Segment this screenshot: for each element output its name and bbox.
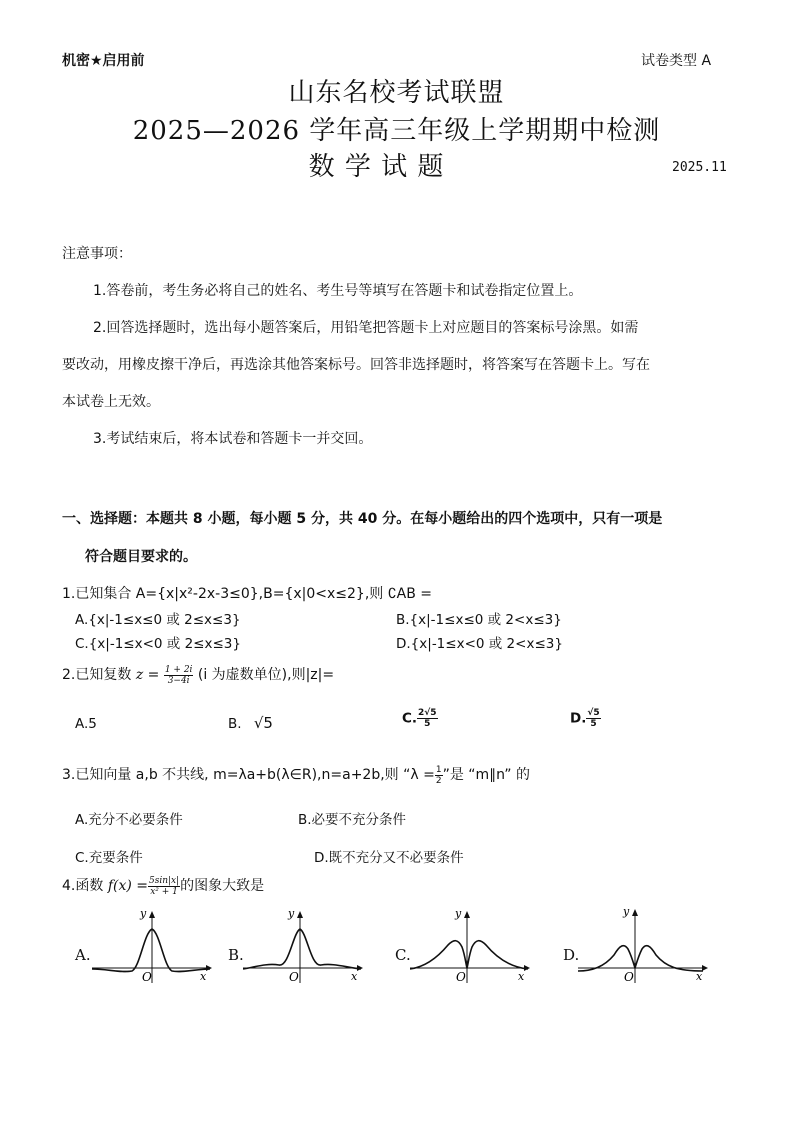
q2-stem-prefix: 2.已知复数 xyxy=(62,667,132,683)
q3-frac-den: 2 xyxy=(435,775,442,786)
q4-fx: f(x) = xyxy=(107,878,148,894)
q4-graph-c-y-label: y xyxy=(455,907,462,920)
q4-graph-c xyxy=(410,905,530,985)
q2-option-d-num: √5 xyxy=(587,708,600,718)
q3-option-c: C.充要条件 xyxy=(75,850,143,866)
q4-graph-a xyxy=(92,905,212,985)
q1-option-b: B.{x|-1≤x≤0 或 2<x≤3} xyxy=(396,612,562,628)
paper-type-label: 试卷类型 A xyxy=(641,53,712,69)
q4-graph-d-curve xyxy=(578,946,703,971)
q3-frac-num: 1 xyxy=(435,764,442,775)
q4-graph-b-y-label: y xyxy=(288,907,295,920)
q2-option-c-num: 2√5 xyxy=(418,708,437,718)
confidential-label: 机密★启用前 xyxy=(62,53,145,69)
q4-graph-b-x-label: x xyxy=(351,970,358,983)
q1-option-c: C.{x|-1≤x<0 或 2≤x≤3} xyxy=(75,636,241,652)
q4-graph-a-y-label: y xyxy=(140,907,147,920)
q4-graph-a-y-arrow xyxy=(149,911,155,918)
section-1-heading-cont: 符合题目要求的。 xyxy=(85,549,197,565)
exam-date: 2025.11 xyxy=(672,160,727,175)
q4-graph-b-y-arrow xyxy=(297,911,303,918)
q2-option-c-label: C. xyxy=(402,710,418,727)
q2-option-b-label: B. xyxy=(228,716,242,732)
q2-option-d-den: 5 xyxy=(590,719,597,729)
q4-stem xyxy=(62,875,264,897)
q4-graph-d-y-arrow xyxy=(632,909,638,916)
q3-stem-suffix: ”是 “m∥n” 的 xyxy=(442,767,530,783)
q4-graph-d xyxy=(578,905,708,985)
q4-graph-c-y-arrow xyxy=(464,911,470,918)
q4-graph-d-origin: O xyxy=(624,970,634,984)
q2-fraction xyxy=(164,665,194,686)
q2-frac-num: 1 + 2i xyxy=(164,664,193,675)
q1-option-d: D.{x|-1≤x<0 或 2<x≤3} xyxy=(396,636,563,652)
q4-fraction xyxy=(148,876,180,897)
q4-graph-b-curve xyxy=(243,929,361,969)
q3-option-d: D.既不充分又不必要条件 xyxy=(314,850,464,866)
q2-option-d xyxy=(570,708,601,729)
q2-option-c-den: 5 xyxy=(424,719,431,729)
q2-stem-suffix: (i 为虚数单位),则|z|= xyxy=(197,667,335,683)
q4-graph-d-y-label: y xyxy=(623,905,630,918)
note-item-2-line-3: 本试卷上无效。 xyxy=(62,394,160,410)
note-item-2-line-1: 2.回答选择题时，选出每小题答案后，用铅笔把答题卡上对应题目的答案标号涂黑。如需 xyxy=(93,320,639,336)
q2-option-d-label: D. xyxy=(570,710,587,727)
q4-graph-a-origin: O xyxy=(142,970,152,984)
q4-graph-d-x-label: x xyxy=(696,970,703,983)
q2-option-b-value: √5 xyxy=(253,714,273,732)
q2-option-c-fraction xyxy=(417,708,438,729)
q4-stem-suffix: 的图象大致是 xyxy=(180,878,265,894)
q4-frac-den: x² + 1 xyxy=(150,886,178,897)
q3-fraction xyxy=(435,765,443,786)
q4-graph-a-x-label: x xyxy=(200,970,207,983)
q2-option-d-fraction xyxy=(586,708,600,729)
q4-graph-d-x-arrow xyxy=(702,965,708,971)
q1-stem: 1.已知集合 A={x|x²-2x-3≤0},B={x|0<x≤2},则 ∁AB = xyxy=(62,586,433,602)
q4-graph-c-curve xyxy=(410,941,528,969)
q3-stem xyxy=(62,764,530,786)
note-item-1: 1.答卷前，考生务必将自己的姓名、考生号等填写在答题卡和试卷指定位置上。 xyxy=(93,283,583,299)
q3-option-a: A.充分不必要条件 xyxy=(75,812,183,828)
q3-option-b: B.必要不充分条件 xyxy=(298,812,407,828)
q2-z: z = xyxy=(135,667,160,683)
q2-option-a: A.5 xyxy=(75,716,97,732)
q2-stem xyxy=(62,664,334,686)
q4-graph-d-label: D. xyxy=(563,946,580,964)
note-item-2-line-2: 要改动，用橡皮擦干净后，再选涂其他答案标号。回答非选择题时，将答案写在答题卡上。写在 xyxy=(62,357,650,373)
q3-stem-prefix: 3.已知向量 a,b 不共线, m=λa+b(λ∈R),n=a+2b,则 “λ = xyxy=(62,767,435,783)
q4-graph-c-origin: O xyxy=(456,970,466,984)
section-1-heading: 一、选择题：本题共 8 小题，每小题 5 分，共 40 分。在每小题给出的四个选项中，只有一项是 xyxy=(62,511,663,527)
q2-frac-den: 3−4i xyxy=(167,675,190,686)
q1-option-a: A.{x|-1≤x≤0 或 2≤x≤3} xyxy=(75,612,241,628)
subject-title: 数 学 试 题 xyxy=(308,152,445,182)
q4-graph-a-label: A. xyxy=(75,946,91,964)
q4-graph-c-label: C. xyxy=(395,946,411,964)
q4-graph-b-origin: O xyxy=(289,970,299,984)
q4-graph-c-x-label: x xyxy=(518,970,525,983)
exam-term-title: 2025—2026 学年高三年级上学期期中检测 xyxy=(132,116,661,146)
notes-heading: 注意事项： xyxy=(62,246,132,262)
q4-graph-a-curve xyxy=(92,929,210,972)
q2-option-b xyxy=(228,714,273,732)
q4-graph-b-label: B. xyxy=(228,946,244,964)
q4-frac-num: 5sin|x| xyxy=(149,875,180,886)
q4-graph-a-x-arrow xyxy=(206,965,212,971)
q4-stem-prefix: 4.函数 xyxy=(62,878,104,894)
q2-option-c xyxy=(402,708,438,729)
exam-union-title: 山东名校考试联盟 xyxy=(288,78,505,108)
note-item-3: 3.考试结束后，将本试卷和答题卡一并交回。 xyxy=(93,431,373,447)
q4-graph-b xyxy=(243,905,363,985)
